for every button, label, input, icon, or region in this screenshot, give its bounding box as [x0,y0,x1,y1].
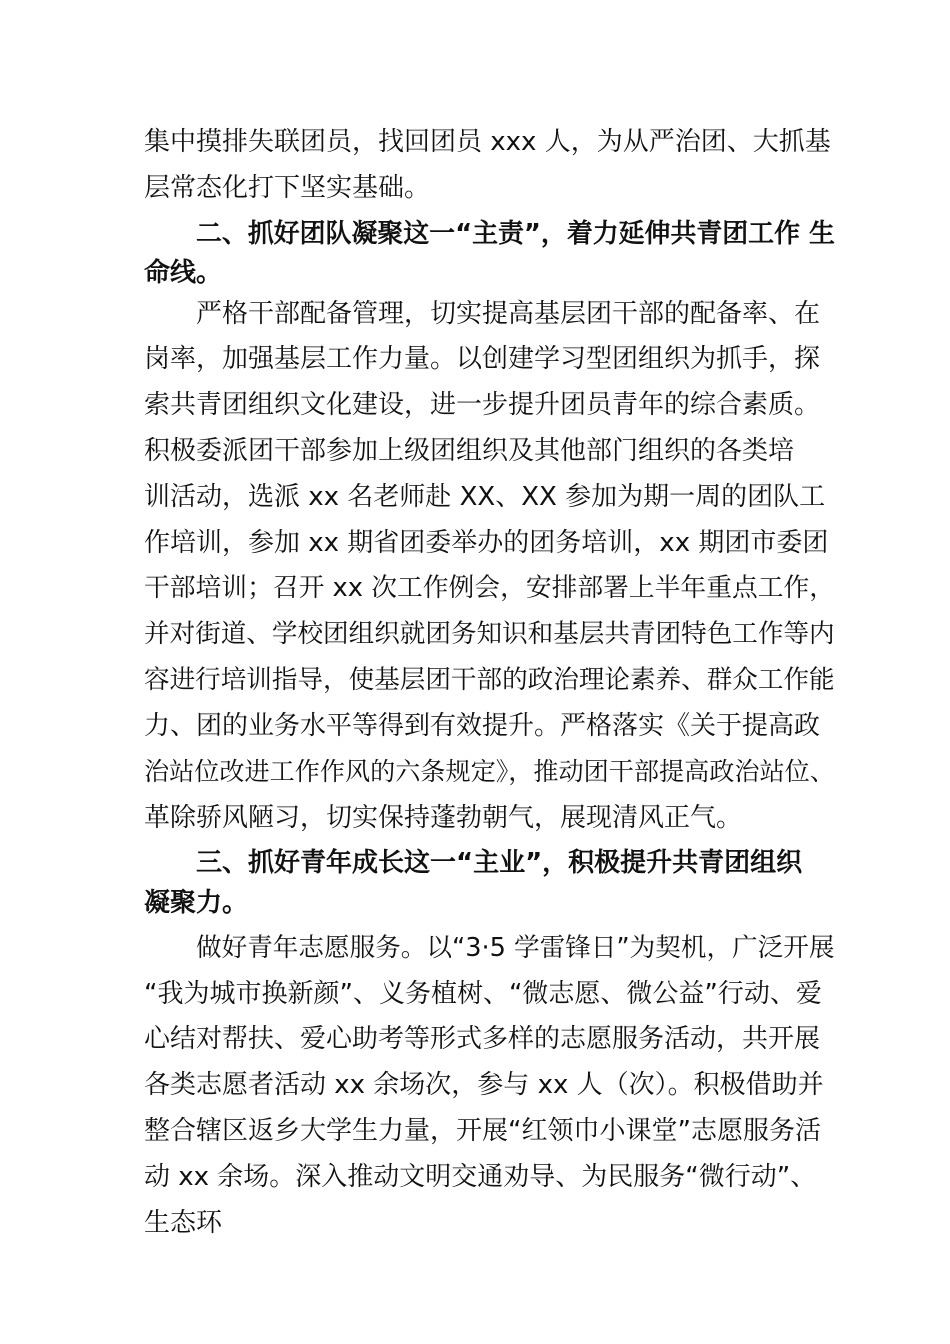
section-heading: 二、抓好团队凝聚这一“主责”，着力延伸共青团工作 生 [196,219,835,249]
body-line: 各类志愿者活动 xx 余场次，参与 xx 人（次）。积极借助并 [144,1070,824,1100]
body-line: 心结对帮扶、爱心助考等形式多样的志愿服务活动，共开展 [144,1024,821,1054]
body-line: 训活动，选派 xx 名老师赴 XX、XX 参加为期一周的团队工 [144,482,826,512]
body-line: 生态环 [144,1208,223,1238]
body-line: 容进行培训指导，使基层团干部的政治理论素养、群众工作能 [144,665,835,695]
body-line: 作培训，参加 xx 期省团委举办的团务培训，xx 期团市委团 [144,528,829,558]
section-heading-continued: 凝聚力。 [144,888,249,918]
body-line: 治站位改进工作作风的六条规定》，推动团干部提高政治站位、 [144,757,835,786]
body-line: 动 xx 余场。深入推动文明交通劝导、为民服务“微行动”、 [144,1162,817,1192]
body-line: “我为城市换新颜”、义务植树、“微志愿、微公益”行动、爱 [144,979,822,1009]
body-line: 整合辖区返乡大学生力量，开展“红领巾小课堂”志愿服务活 [144,1116,821,1146]
section-heading-continued: 命线。 [144,258,223,288]
section-heading: 三、抓好青年成长这一“主业”，积极提升共青团组织 [196,848,803,878]
body-line: 岗率，加强基层工作力量。以创建学习型团组织为抓手，探 [144,344,821,374]
body-line: 集中摸排失联团员，找回团员 xxx 人，为从严治团、大抓基 [144,127,831,157]
body-line: 索共青团组织文化建设，进一步提升团员青年的综合素质。 [144,390,821,420]
body-line: 做好青年志愿服务。以“3·5 学雷锋日”为契机，广泛开展 [196,933,835,963]
body-line: 层常态化打下坚实基础。 [144,173,431,203]
body-line: 干部培训；召开 xx 次工作例会，安排部署上半年重点工作， [144,573,836,603]
body-line: 革除骄风陋习，切实保持蓬勃朝气，展现清风正气。 [144,803,743,833]
body-line: 积极委派团干部参加上级团组织及其他部门组织的各类培 [144,436,795,466]
body-line: 并对街道、学校团组织就团务知识和基层共青团特色工作等内 [144,619,835,649]
body-line: 力、团的业务水平等得到有效提升。严格落实《关于提高政 [144,711,821,741]
body-line: 严格干部配备管理，切实提高基层团干部的配备率、在 [196,299,821,329]
